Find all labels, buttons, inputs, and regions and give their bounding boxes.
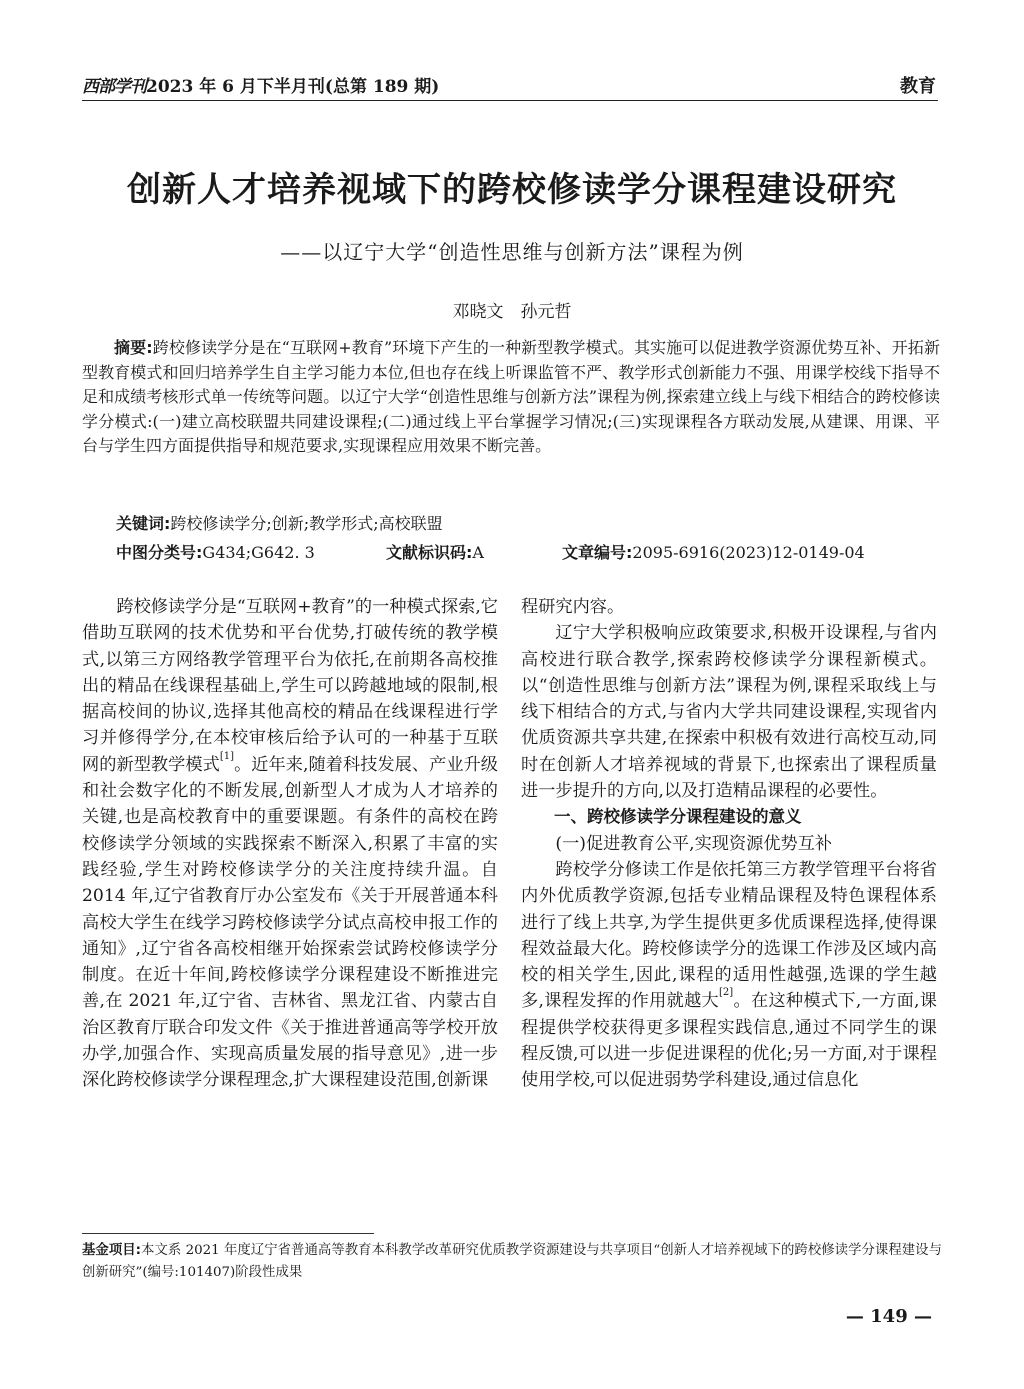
body-column-right bbox=[521, 594, 937, 1094]
article-number-value: 2095-6916(2023)12-0149-04 bbox=[632, 543, 865, 562]
subsection-heading: (一)促进教育公平,实现资源优势互补 bbox=[555, 833, 833, 854]
page-number: — 149 — bbox=[845, 1306, 932, 1327]
paragraph-text: 跨校学分修读工作是依托第三方教学管理平台将省内外优质教学资源,包括专业精品课程及特色课程体系进行了线上共享,为学生提供更多优质课程选择,使得课程效益最大化。跨校修读学分的选课工作涉及区域内高校的相关学生,因此,课程的适用性越强,选课的学生越多,课程发挥的作用就越大 bbox=[521, 859, 937, 1012]
paragraph-text: 。在这种模式下,一方面,课程提供学校获得更多课程实践信息,通过不同学生的课程反馈,可以进一步促进课程的优化;另一方面,对于课程使用学校,可以促进弱势学科建设,通过信息化 bbox=[521, 991, 937, 1091]
citation: [2] bbox=[719, 987, 734, 999]
keywords-label: 关键词: bbox=[116, 514, 171, 533]
funding-note bbox=[82, 1240, 942, 1284]
abstract-text: 跨校修读学分是在“互联网+教育”环境下产生的一种新型教学模式。其实施可以促进教学资源优势互补、开拓新型教育模式和回归培养学生自主学习能力本位,但也存在线上听课监管不严、教学形式创新能力不强、用课学校线下指导不足和成绩考核形式单一传统等问题。以辽宁大学“创造性思维与创新方法”课程为例,探索建立线上与线下相结合的跨校修读学分模式:(一)建立高校联盟共同建设课程;(二)通过线上平台掌握学习情况;(三)实现课程各方联动发展,从建课、用课、平台与学生四方面提供指导和规范要求,实现课程应用效果不断完善。 bbox=[82, 338, 940, 456]
keywords bbox=[116, 511, 443, 534]
article-subtitle: ——以辽宁大学“创造性思维与创新方法”课程为例 bbox=[280, 240, 744, 264]
journal-logo: 西部学刊 bbox=[82, 77, 146, 97]
issue-info: 2023 年 6 月下半月刊(总第 189 期) bbox=[146, 77, 440, 97]
article-number-label: 文章编号: bbox=[562, 543, 633, 562]
doc-code-label: 文献标识码: bbox=[386, 543, 473, 562]
article-title: 创新人才培养视域下的跨校修读学分课程建设研究 bbox=[127, 170, 897, 210]
keywords-text: 跨校修读学分;创新;教学形式;高校联盟 bbox=[170, 514, 443, 533]
header-divider bbox=[82, 100, 938, 101]
paragraph: 程研究内容。 bbox=[521, 597, 625, 617]
paragraph bbox=[521, 857, 937, 1094]
paragraph-text: 。近年来,随着科技发展、产业升级和社会数字化的不断发展,创新型人才成为人才培养的关键,也是高校教育中的重要课题。有条件的高校在跨校修读学分领域的实践探索不断深入,积累了丰富的实践经验,学生对跨校修读学分的关注度持续升温。自 2014 年,辽宁省教育厅办公室发布《关于开展普通本科高校大学生在线学习跨校修读学分试点高校申报工作的通知》,辽宁省各高校相继开始探索尝试跨校修读学分制度。在近十年间,跨校修读学分课程建设不断推进完善,在 2021 年,辽宁省、吉林省、黑龙江省、内蒙古自治区教育厅联合印发文件《关于推进普通高等学校开放办学,加强合作、实现高质量发展的指导意见》,进一步深化跨校修读学分课程理念,扩大课程建设范围,创新课 bbox=[82, 754, 498, 1091]
funding-text: 本文系 2021 年度辽宁省普通高等教育本科教学改革研究优质教学资源建设与共享项目“创新人才培养视域下的跨校修读学分课程建设与创新研究”(编号:101407)阶段性成果 bbox=[82, 1243, 942, 1280]
paragraph bbox=[82, 594, 498, 1094]
paragraph-text: 跨校修读学分是“互联网+教育”的一种模式探索,它借助互联网的技术优势和平台优势,打破传统的教学模式,以第三方网络教学管理平台为依托,在前期各高校推出的精品在线课程基础上,学生可以跨越地域的限制,根据高校间的协议,选择其他高校的精品在线课程进行学习并修得学分,在本校审核后给予认可的一种基于互联网的新型教学模式 bbox=[82, 597, 498, 775]
article-meta bbox=[116, 540, 865, 563]
authors: 邓晓文 孙元哲 bbox=[452, 302, 572, 322]
body-column-left bbox=[82, 594, 498, 1094]
section-label: 教育 bbox=[900, 76, 936, 97]
footnote-divider bbox=[82, 1233, 374, 1234]
section-heading: 一、跨校修读学分课程建设的意义 bbox=[554, 807, 802, 827]
clc-value: G434;G642. 3 bbox=[202, 543, 315, 562]
abstract-label: 摘要: bbox=[114, 338, 153, 357]
abstract bbox=[82, 336, 940, 459]
paragraph: 辽宁大学积极响应政策要求,积极开设课程,与省内高校进行联合教学,探索跨校修读学分课程新模式。以“创造性思维与创新方法”课程为例,课程采取线上与线下相结合的方式,与省内大学共同建设课程,实现省内优质资源共享共建,在探索中积极有效进行高校互动,同时在创新人才培养视域的背景下,也探索出了课程质量进一步提升的方向,以及打造精品课程的必要性。 bbox=[521, 623, 937, 802]
running-header bbox=[82, 72, 439, 97]
citation: [1] bbox=[219, 750, 235, 762]
funding-label: 基金项目: bbox=[82, 1243, 142, 1258]
doc-code-value: A bbox=[472, 543, 484, 562]
clc-label: 中图分类号: bbox=[116, 543, 203, 562]
